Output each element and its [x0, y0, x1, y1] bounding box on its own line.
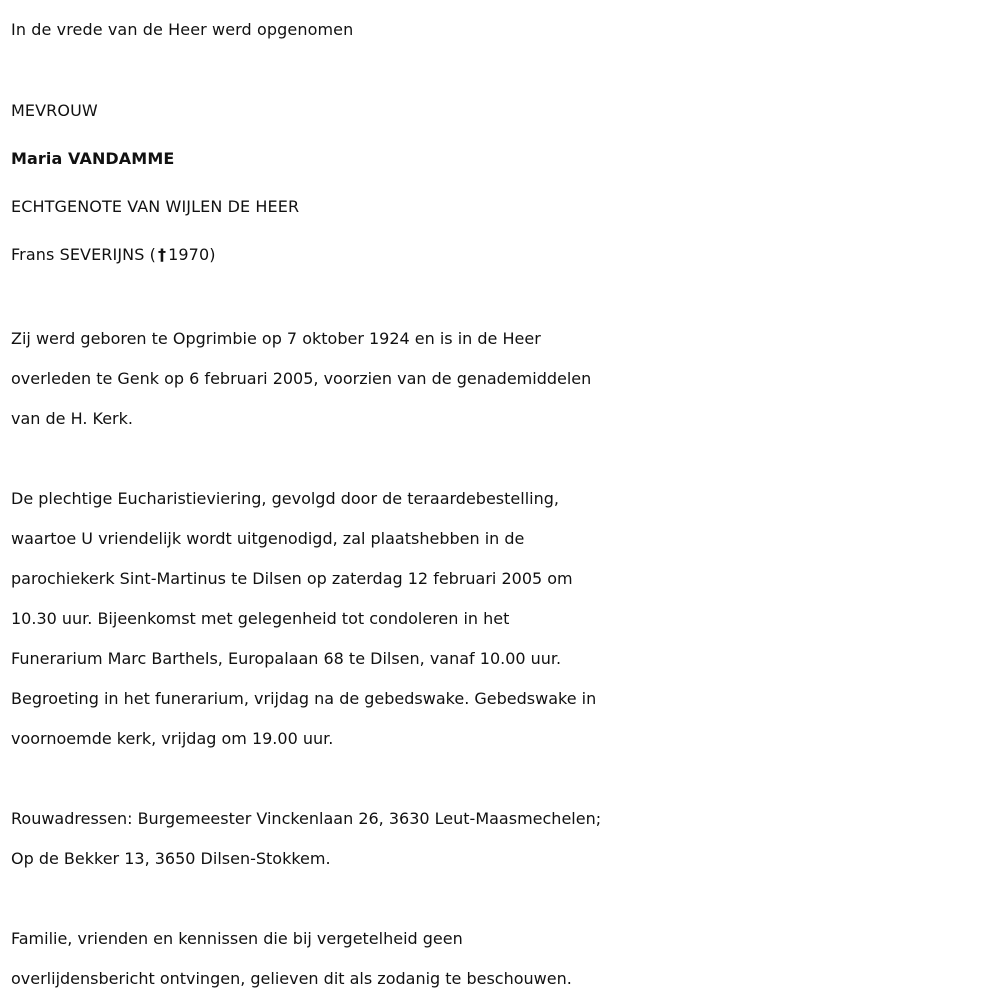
spouse-name: Frans SEVERIJNS ( [11, 245, 157, 264]
paragraph-addresses [11, 799, 991, 879]
spouse-line [11, 231, 991, 279]
paragraph-line: van de H. Kerk. [11, 409, 133, 428]
spacer [11, 279, 991, 319]
intro-line: In de vrede van de Heer werd opgenomen [11, 20, 354, 39]
spacer [11, 439, 991, 479]
paragraph-line: Funerarium Marc Barthels, Europalaan 68 te Dilsen, vanaf 10.00 uur. [11, 649, 562, 668]
paragraph-notice [11, 919, 991, 999]
paragraph-line: overleden te Genk op 6 februari 2005, voorzien van de genademiddelen [11, 369, 592, 388]
title-line: MEVROUW [11, 101, 98, 120]
paragraph-line: 10.30 uur. Bijeenkomst met gelegenheid tot condoleren in het [11, 609, 510, 628]
paragraph-ceremony [11, 479, 991, 759]
obituary-document [11, 6, 991, 999]
paragraph-line: Op de Bekker 13, 3650 Dilsen-Stokkem. [11, 849, 331, 868]
spacer [11, 54, 991, 87]
paragraph-line: waartoe U vriendelijk wordt uitgenodigd, zal plaatshebben in de [11, 529, 525, 548]
paragraph-line: Familie, vrienden en kennissen die bij vergetelheid geen [11, 929, 463, 948]
paragraph-line: De plechtige Eucharistieviering, gevolgd door de teraardebestelling, [11, 489, 559, 508]
spacer [11, 759, 991, 799]
cross-icon: † [158, 245, 167, 264]
paragraph-line: Begroeting in het funerarium, vrijdag na de gebedswake. Gebedswake in [11, 689, 597, 708]
relation-line: ECHTGENOTE VAN WIJLEN DE HEER [11, 197, 300, 216]
paragraph-birth-death [11, 319, 991, 439]
paragraph-line: Rouwadressen: Burgemeester Vinckenlaan 26, 3630 Leut-Maasmechelen; [11, 809, 602, 828]
spouse-year: 1970) [168, 245, 216, 264]
paragraph-line: overlijdensbericht ontvingen, gelieven dit als zodanig te beschouwen. [11, 969, 572, 988]
deceased-name: Maria VANDAMME [11, 149, 175, 168]
obituary-header [11, 6, 991, 279]
paragraph-line: Zij werd geboren te Opgrimbie op 7 oktober 1924 en is in de Heer [11, 329, 541, 348]
paragraph-line: voornoemde kerk, vrijdag om 19.00 uur. [11, 729, 334, 748]
paragraph-line: parochiekerk Sint-Martinus te Dilsen op zaterdag 12 februari 2005 om [11, 569, 573, 588]
spacer [11, 879, 991, 919]
